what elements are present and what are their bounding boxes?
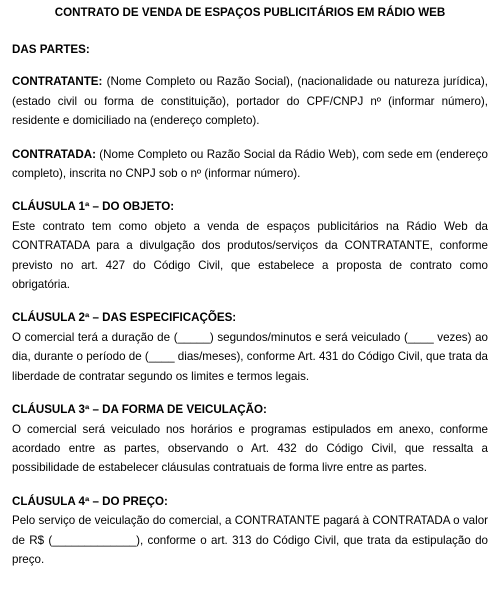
contratada-text: (Nome Completo ou Razão Social da Rádio Web), com sede em (endereço completo), inscrita no CNPJ sob o nº (informar número). [12, 147, 488, 181]
clause-3-text: O comercial será veiculado nos horários e programas estipulados em anexo, conforme acordado entre as partes, observando o Art. 432 do Código Civil, que ressalta a possibilidade de estabelecer cláusulas contratuais de forma livre entre as partes. [12, 422, 488, 475]
contratada-label: CONTRATADA: [12, 147, 96, 161]
spacer [12, 386, 488, 400]
clause-4-heading: CLÁUSULA 4ª – DO PREÇO: [12, 494, 168, 508]
spacer [12, 478, 488, 492]
contratante-label: CONTRATANTE: [12, 75, 103, 89]
clause-1-heading: CLÁUSULA 1ª – DO OBJETO: [12, 200, 175, 214]
clause-4-text: Pelo serviço de veiculação do comercial, a CONTRATANTE pagará à CONTRATADA o valor de R$ (_____________), conforme o art. 313 do Código Civil, que trata da estipulação do preço. [12, 514, 488, 566]
parties-heading: DAS PARTES: [12, 43, 90, 56]
contratante-paragraph [12, 72, 488, 130]
clause-2-heading: CLÁUSULA 2ª – DAS ESPECIFICAÇÕES: [12, 311, 237, 325]
clause-1-text: Este contrato tem como objeto a venda de espaços publicitários na Rádio Web da CONTRATADA para a divulgação dos produtos/serviços da CONTRATANTE, conforme previsto no art. 427 do Código Civil, que estabelece a proposta de contrato como obrigatória. [12, 219, 488, 292]
clause-2-text: O comercial terá a duração de (_____) segundos/minutos e será veiculado (____ vezes) ao dia, durante o período de (____ dias/meses), conforme Art. 431 do Código Civil, que trata da liberdade de contratar segundo os limites e termos legais. [12, 330, 488, 383]
contratante-text: (Nome Completo ou Razão Social), (nacionalidade ou natureza jurídica), (estado civil ou forma de constituição), portador do CPF/CNPJ nº (informar número), residente e domiciliado na (endereço completo). [12, 75, 488, 128]
spacer [12, 294, 488, 308]
clause-3-heading: CLÁUSULA 3ª – DA FORMA DE VEICULAÇÃO: [12, 403, 267, 417]
spacer [12, 131, 488, 145]
document-title: CONTRATO DE VENDA DE ESPAÇOS PUBLICITÁRIOS EM RÁDIO WEB [54, 6, 446, 19]
contratada-paragraph [12, 145, 488, 184]
spacer [12, 59, 488, 72]
spacer [12, 183, 488, 197]
